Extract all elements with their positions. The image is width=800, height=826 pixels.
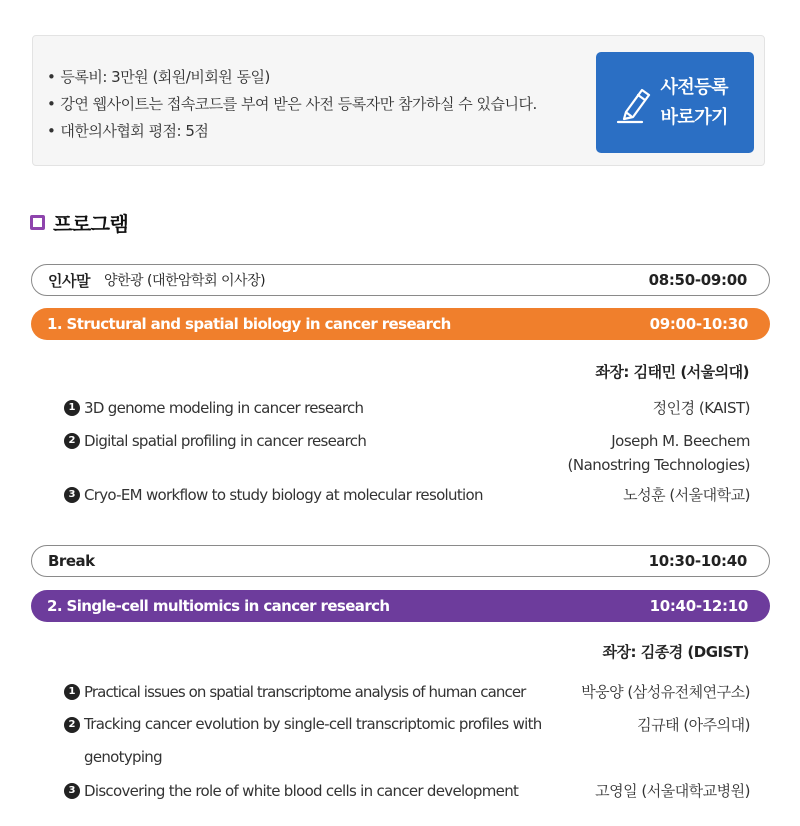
talk-title: Practical issues on spatial transcriptome analysis of human cancer <box>84 683 526 701</box>
talk-title: Cryo-EM workflow to study biology at molecular resolution <box>84 486 483 504</box>
talk-title: Digital spatial profiling in cancer research <box>84 432 367 450</box>
register-label-line1: 사전등록 <box>660 76 728 98</box>
info-list <box>47 64 537 145</box>
number-2-icon: 2 <box>64 717 80 733</box>
number-3-icon: 3 <box>64 487 80 503</box>
number-1-icon: 1 <box>64 400 80 416</box>
break-time: 10:30-10:40 <box>648 552 747 570</box>
greeting-time: 08:50-09:00 <box>648 271 747 289</box>
talk-speaker: 고영일 (서울대학교병원) <box>595 782 750 800</box>
info-fee: • 등록비: 3만원 (회원/비회원 동일) <box>47 64 537 91</box>
session2-time: 10:40-12:10 <box>649 597 748 615</box>
greeting-tag: 인사말 <box>48 271 90 290</box>
break-label: Break <box>48 552 95 570</box>
section-title-program <box>30 208 128 237</box>
session1-time: 09:00-10:30 <box>649 315 748 333</box>
registration-info-box <box>32 35 765 166</box>
greeting-bar <box>31 264 770 296</box>
talk-title: Discovering the role of white blood cells in cancer development <box>84 782 519 800</box>
talk-speaker: 노성훈 (서울대학교) <box>623 486 750 504</box>
session2-chair: 좌장: 김종경 (DGIST) <box>602 643 749 661</box>
pen-icon <box>614 82 656 128</box>
session1-title: 1. Structural and spatial biology in cancer research <box>47 315 451 333</box>
break-bar <box>31 545 770 577</box>
register-label-line2: 바로가기 <box>660 106 728 128</box>
number-2-icon: 2 <box>64 433 80 449</box>
talk-speaker: 정인경 (KAIST) <box>652 399 750 417</box>
speaker-name: Joseph M. Beechem <box>611 432 750 450</box>
info-credit: • 대한의사협회 평점: 5점 <box>47 118 537 145</box>
program-heading: 프로그램 <box>53 212 129 236</box>
session1-chair: 좌장: 김태민 (서울의대) <box>595 363 749 381</box>
talk-speaker: 김규태 (아주의대) <box>637 716 750 734</box>
session2-bar <box>31 590 770 622</box>
section-marker-icon <box>30 215 45 230</box>
talk-speaker: 박웅양 (삼성유전체연구소) <box>581 683 750 701</box>
number-3-icon: 3 <box>64 783 80 799</box>
speaker-affiliation: (Nanostring Technologies) <box>567 456 750 474</box>
info-access: • 강연 웹사이트는 접속코드를 부여 받은 사전 등록자만 참가하실 수 있습니다. <box>47 91 537 118</box>
greeting-speaker: 양한광 (대한암학회 이사장) <box>103 273 266 289</box>
session2-title: 2. Single-cell multiomics in cancer research <box>47 597 390 615</box>
pre-registration-button[interactable] <box>596 52 754 153</box>
talk-speaker <box>568 429 751 477</box>
session1-bar <box>31 308 770 340</box>
number-1-icon: 1 <box>64 684 80 700</box>
talk-title: 3D genome modeling in cancer research <box>84 399 364 417</box>
talk-title: Tracking cancer evolution by single-cell transcriptomic profiles with genotyping <box>84 715 542 766</box>
